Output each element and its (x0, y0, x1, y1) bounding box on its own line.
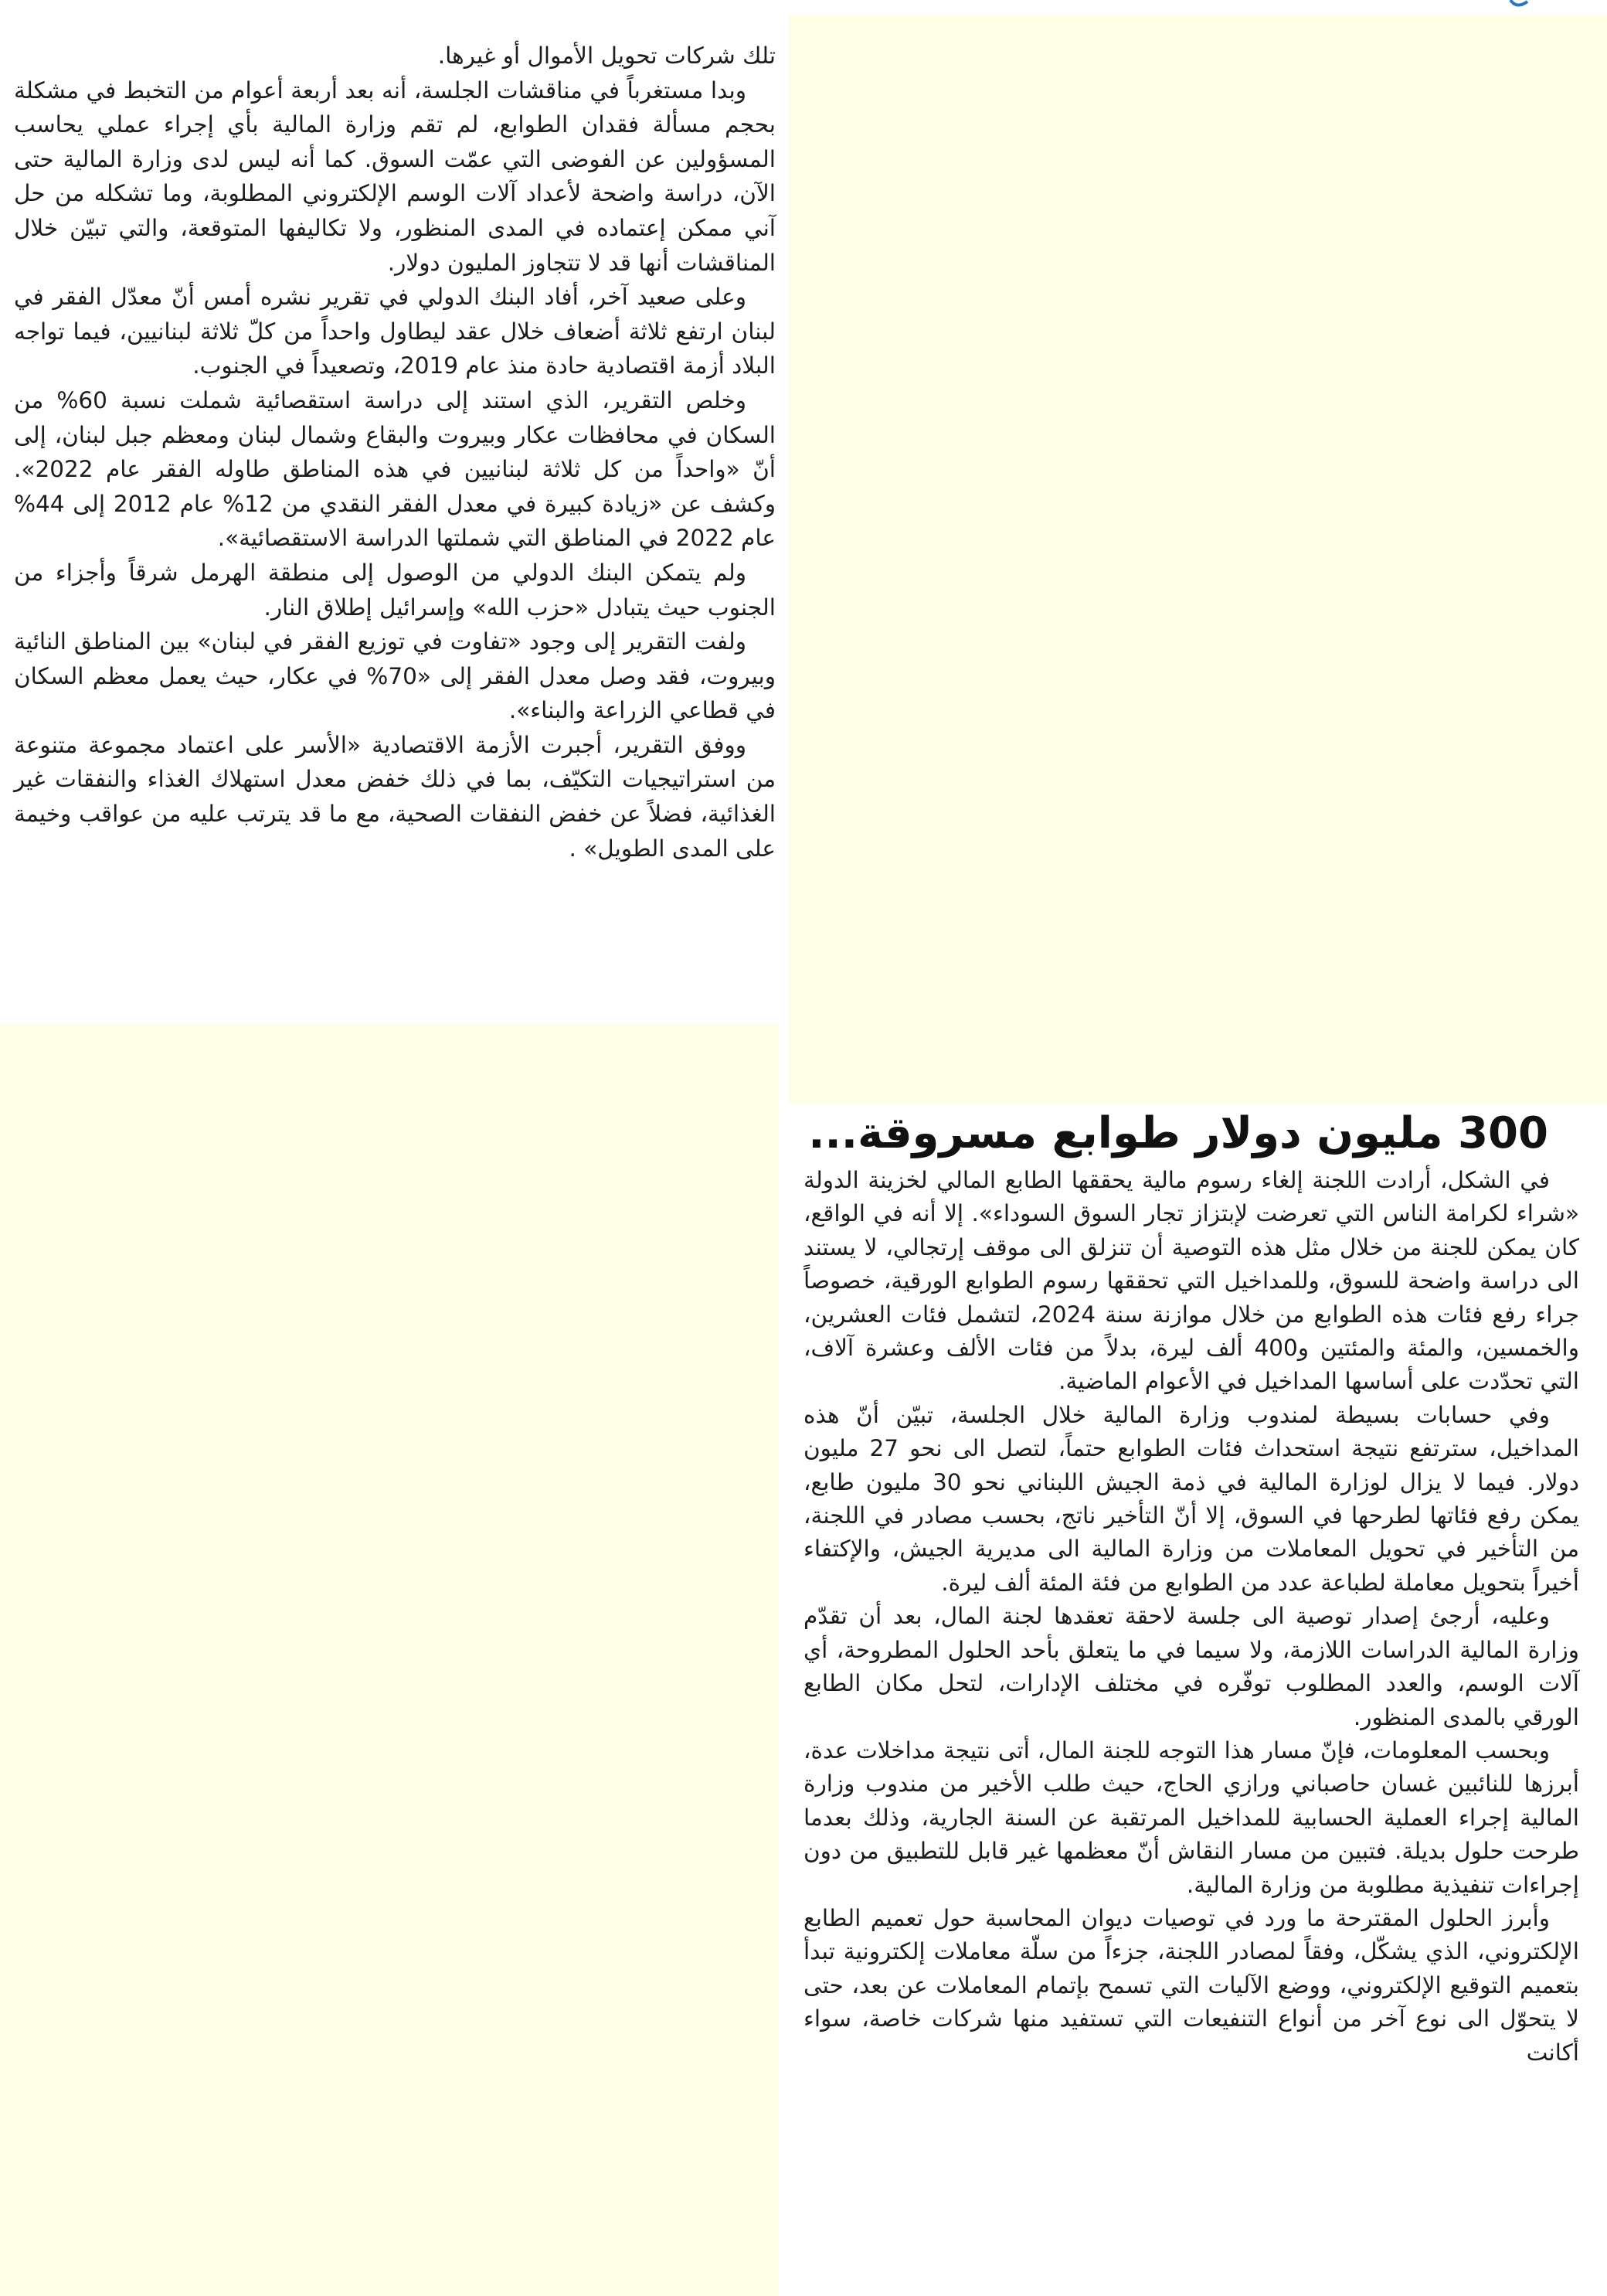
left-paragraph-4: وخلص التقرير، الذي استند إلى دراسة استقصائية شملت نسبة 60% من السكان في محافظات عكار وبيروت والبقاع وشمال لبنان ومعظم جبل لبنان، إلى أنّ «واحداً من كل ثلاثة لبنانيين في هذه المناطق طاوله الفقر عام 2022». وكشف عن «زيادة كبيرة في معدل الفقر النقدي من 12% عام 2012 إلى 44% عام 2022 في المناطق التي شملتها الدراسة الاستقصائية». (14, 386, 776, 552)
left-paragraph-6: ولفت التقرير إلى وجود «تفاوت في توزيع الفقر في لبنان» بين المناطق النائية وبيروت، فقد وصل معدل الفقر إلى «70% في عكار، حيث يعمل معظم السكان في قطاعي الزراعة والبناء». (14, 628, 776, 724)
right-paragraph-4: وبحسب المعلومات، فإنّ مسار هذا التوجه للجنة المال، أتى نتيجة مداخلات عدة، أبرزها للنائبين غسان حاصباني ورازي الحاج، حيث طلب الأخير من مندوب وزارة المالية إجراء العملية الحسابية للمداخيل المرتقبة عن السنة الجارية، وذلك بعدما طرحت حلول بديلة. فتبين من مسار النقاش أنّ معظمها غير قابل للتطبيق من دون إجراءات تنفيذية مطلوبة من وزارة المالية. (804, 1736, 1579, 1898)
right-paragraph-1: في الشكل، أرادت اللجنة إلغاء رسوم مالية يحققها الطابع المالي لخزينة الدولة «شراء لكرامة الناس التي تعرضت لإبتزاز تجار السوق السوداء». إلا أنه في الواقع، كان يمكن للجنة من خلال مثل هذه التوصية أن تنزلق الى موقف إرتجالي، لا يستند الى دراسة واضحة للسوق، وللمداخيل التي تحققها رسوم الطوابع الورقية، خصوصاً جراء رفع فئات هذه الطوابع من خلال موازنة سنة 2024، لتشمل فئات العشرين، والخمسين، والمئة والمئتين و400 ألف ليرة، بدلاً من فئات الألف وعشرة آلاف، التي تحدّدت على أساسها المداخيل في الأعوام الماضية. (804, 1167, 1580, 1395)
left-paragraph-1: تلك شركات تحويل الأموال أو غيرها. (437, 43, 776, 69)
article-headline: 300 مليون دولار طوابع مسروقة... (808, 1108, 1548, 1158)
article-left-column (14, 39, 776, 866)
left-paragraph-5: ولم يتمكن البنك الدولي من الوصول إلى منطقة الهرمل شرقاً وأجزاء من الجنوب حيث يتبادل «حزب الله» وإسرائيل إطلاق النار. (14, 559, 776, 621)
article-right-column (804, 1164, 1579, 2070)
yellow-background-panel-top (789, 12, 1607, 1104)
left-paragraph-7: ووفق التقرير، أجبرت الأزمة الاقتصادية «الأسر على اعتماد مجموعة متنوعة من استراتيجيات التكيّف، بما في ذلك خفض معدل استهلاك الغذاء والنفقات غير الغذائية، فضلاً عن خفض النفقات الصحية، مع ما قد يترتب عليه من عواقب وخيمة على المدى الطويل» . (14, 731, 776, 862)
left-paragraph-2: وبدا مستغرباً في مناقشات الجلسة، أنه بعد أربعة أعوام من التخبط في مشكلة بحجم مسألة فقدان الطوابع، لم تقم وزارة المالية بأي إجراء عملي يحاسب المسؤولين عن الفوضى التي عمّت السوق. كما أنه ليس لدى وزارة المالية حتى الآن، دراسة واضحة لأعداد آلات الوسم الإلكتروني المطلوبة، وما تشكله من حل آني ممكن إعتماده في المدى المنظور، ولا تكاليفها المتوقعة، والتي تبيّن خلال المناقشات أنها قد لا تتجاوز المليون دولار. (14, 77, 776, 276)
blue-corner-mark-icon (1509, 0, 1529, 9)
right-paragraph-2: وفي حسابات بسيطة لمندوب وزارة المالية خلال الجلسة، تبيّن أنّ هذه المداخيل، سترتفع نتيجة استحداث فئات الطوابع حتماً، لتصل الى نحو 27 مليون دولار. فيما لا يزال لوزارة المالية في ذمة الجيش اللبناني نحو 30 مليون طابع، يمكن رفع فئاتها لطرحها في السوق، إلا أنّ التأخير ناتج، بحسب مصادر في اللجنة، من التأخير في تحويل المعاملات من وزارة المالية الى مديرية الجيش، والإكتفاء أخيراً بتحويل معاملة لطباعة عدد من الطوابع من فئة المئة ألف ليرة. (804, 1401, 1579, 1596)
left-paragraph-3: وعلى صعيد آخر، أفاد البنك الدولي في تقرير نشره أمس أنّ معدّل الفقر في لبنان ارتفع ثلاثة أضعاف خلال عقد ليطاول واحداً من كلّ ثلاثة لبنانيين، فيما تواجه البلاد أزمة اقتصادية حادة منذ عام 2019، وتصعيداً في الجنوب. (14, 284, 776, 379)
yellow-background-panel-bottom (0, 1024, 779, 2296)
right-paragraph-5: وأبرز الحلول المقترحة ما ورد في توصيات ديوان المحاسبة حول تعميم الطابع الإلكتروني، الذي يشكّل، وفقاً لمصادر اللجنة، جزءاً من سلّة معاملات إلكترونية تبدأ بتعميم التوقيع الإلكتروني، ووضع الآليات التي تسمح بإتمام المعاملات عن بعد، حتى لا يتحوّل الى نوع آخر من أنواع التنفيعات التي تستفيد منها شركات خاصة، سواء أكانت (804, 1904, 1579, 2066)
right-paragraph-3: وعليه، أرجئ إصدار توصية الى جلسة لاحقة تعقدها لجنة المال، بعد أن تقدّم وزارة المالية الدراسات اللازمة، ولا سيما في ما يتعلق بأحد الحلول المطروحة، أي آلات الوسم، والعدد المطلوب توفّره في مختلف الإدارات، لتحل مكان الطابع الورقي بالمدى المنظور. (804, 1603, 1579, 1730)
